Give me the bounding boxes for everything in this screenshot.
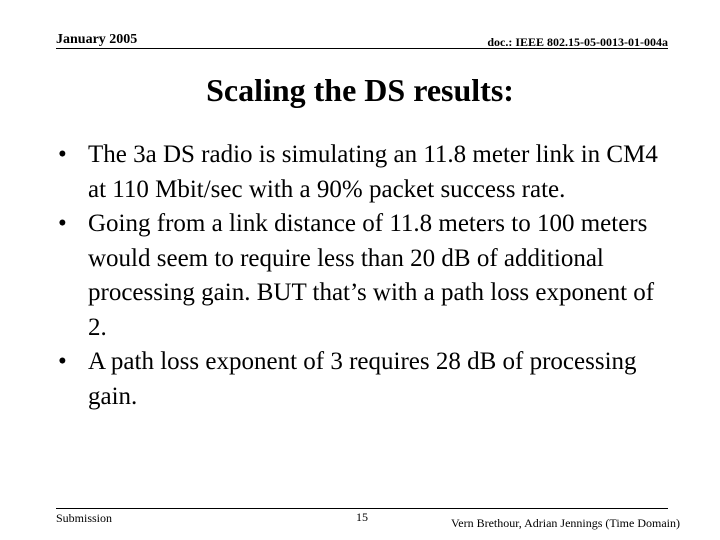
bullet-item <box>58 207 658 345</box>
bullet-icon: • <box>58 141 67 168</box>
header-rule <box>56 48 668 49</box>
bullet-text: The 3a DS radio is simulating an 11.8 meter link in CM4 at 110 Mbit/sec with a 90% packet success rate. <box>88 141 658 203</box>
footer-page-number: 15 <box>356 510 368 524</box>
footer-authors: Vern Brethour, Adrian Jennings (Time Domain) <box>450 516 680 530</box>
bullet-icon: • <box>58 348 67 375</box>
slide-title: Scaling the DS results: <box>206 72 514 108</box>
header-date: January 2005 <box>56 32 138 47</box>
bullet-text: Going from a link distance of 11.8 meters to 100 meters would seem to require less than 20 dB of additional processing gain. BUT that’s with a path loss exponent of 2. <box>88 210 655 341</box>
bullet-item <box>58 138 658 207</box>
footer-submission: Submission <box>56 511 113 525</box>
header-doc-id: doc.: IEEE 802.15-05-0013-01-004a <box>487 35 668 49</box>
bullet-list <box>58 138 658 414</box>
footer-rule <box>56 508 668 509</box>
bullet-icon: • <box>58 210 67 237</box>
bullet-text: A path loss exponent of 3 requires 28 dB of processing gain. <box>88 348 637 410</box>
bullet-item <box>58 345 658 414</box>
